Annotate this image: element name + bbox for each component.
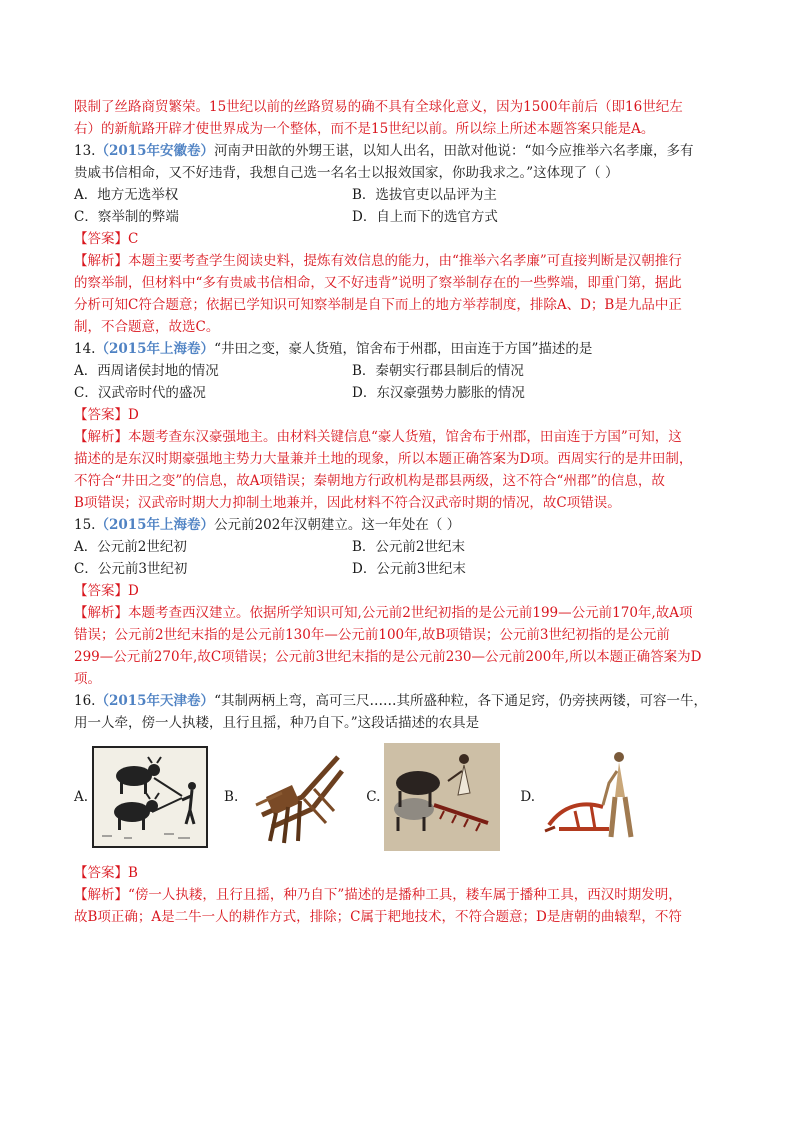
intro-line: 右）的新航路开辟才使世界成为一个整体，而不是15世纪以前。所以综上所述本题答案只能是A。: [74, 121, 655, 137]
options-row: [74, 360, 738, 382]
option-b: B．公元前2世纪末: [352, 539, 466, 555]
question-source: （2015年上海卷）: [95, 517, 215, 533]
option-a: A．西周诸侯封地的情况: [74, 363, 219, 379]
option-c: C．公元前3世纪初: [74, 561, 188, 577]
analysis-line: 项。: [74, 671, 101, 687]
options-row: [74, 184, 738, 206]
option-d: D．公元前3世纪末: [352, 561, 466, 577]
curved-shaft-plow-image: [539, 745, 657, 849]
options-row: [74, 206, 738, 228]
stem-text: 贵戚书信相命，又不好违背，我想自己选一名名士以报效国家，你助我求之。”这体现了（ ）: [74, 165, 619, 181]
question-source: （2015年上海卷）: [95, 341, 215, 357]
intro-line: 限制了丝路商贸繁荣。15世纪以前的丝路贸易的确不具有全球化意义，因为1500年前后（即16世纪左: [74, 99, 683, 115]
stem-text: “井田之变，豪人货殖，馆舍布于州郡，田亩连于方国”描述的是: [214, 341, 593, 357]
document-page: [74, 96, 738, 928]
analysis-line: 分析可知C符合题意；依据已学知识可知察举制是自下而上的地方举荐制度，排除A、D；B是九品中正: [74, 297, 682, 313]
option-d: D．东汉豪强势力膨胀的情况: [352, 385, 525, 401]
analysis-line: 不符合“井田之变”的信息，故A项错误；秦朝地方行政机构是郡县两级，这不符合“州郡”的信息，故: [74, 473, 665, 489]
options-row: [74, 382, 738, 404]
answer: 【答案】B: [74, 865, 138, 881]
answer: 【答案】C: [74, 231, 139, 247]
question-16: [74, 690, 738, 928]
question-stem: [74, 140, 738, 162]
option-c: C．察举制的弊端: [74, 209, 179, 225]
question-15: [74, 514, 738, 690]
image-label-c: C.: [366, 789, 381, 805]
answer: 【答案】D: [74, 407, 139, 423]
option-d: D．自上而下的选官方式: [352, 209, 498, 225]
image-label-a: A.: [74, 789, 89, 805]
stem-text: 用一人牵，傍一人执耧，且行且摇，种乃自下。”这段话描述的农具是: [74, 715, 480, 731]
question-source: （2015年安徽卷）: [95, 143, 215, 159]
question-source: （2015年天津卷）: [95, 693, 215, 709]
stem-text: 公元前202年汉朝建立。这一年处在（ ）: [214, 517, 461, 533]
tomb-mural-harrowing-image: [384, 743, 500, 851]
option-b: B．选拔官吏以品评为主: [352, 187, 497, 203]
option-b: B．秦朝实行郡县制后的情况: [352, 363, 524, 379]
option-c: C．汉武帝时代的盛况: [74, 385, 206, 401]
analysis-line: 的察举制，但材料中“多有贵戚书信相命，又不好违背”说明了察举制存在的一些弊端，即重门第，据此: [74, 275, 682, 291]
analysis-line: B项错误；汉武帝时期大力抑制土地兼并，因此材料不符合汉武帝时期的情况，故C项错误。: [74, 495, 621, 511]
image-label-b: B.: [224, 789, 239, 805]
question-stem: [74, 338, 738, 360]
question-number: 13.: [74, 143, 96, 159]
stem-text: “其制两柄上弯，高可三尺……其所盛种粒，各下通足窍，仍旁挟两镂，可容一牛，: [214, 693, 707, 709]
image-label-d: D.: [520, 789, 536, 805]
analysis-line: 描述的是东汉时期豪强地主势力大量兼并土地的现象，所以本题正确答案为D项。西周实行的是井田制，: [74, 451, 693, 467]
analysis-line: 【解析】本题主要考查学生阅读史料，提炼有效信息的能力，由“推举六名孝廉”可直接判断是汉朝推行: [74, 253, 682, 269]
seed-drill-model-image: [242, 745, 346, 849]
question-number: 16.: [74, 693, 96, 709]
option-a: A．公元前2世纪初: [74, 539, 187, 555]
question-14: [74, 338, 738, 514]
options-row: [74, 558, 738, 580]
question-stem: [74, 514, 738, 536]
analysis-line: 【解析】本题考查东汉豪强地主。由材料关键信息“豪人货殖，馆舍布于州郡，田亩连于方国”可知，这: [74, 429, 682, 445]
analysis-line: 299—公元前270年,故C项错误；公元前3世纪末指的是公元前230—公元前200年,所以本题正确答案为D: [74, 649, 702, 665]
option-a: A．地方无选举权: [74, 187, 179, 203]
analysis-line: 错误；公元前2世纪末指的是公元前130年—公元前100年,故B项错误；公元前3世纪初指的是公元前: [74, 627, 670, 643]
question-number: 15.: [74, 517, 96, 533]
intro-analysis: [74, 96, 738, 140]
oxen-plowing-rubbing-image: [92, 746, 208, 848]
stem-text: 河南尹田歆的外甥王谌，以知人出名，田歆对他说：“如今应推举六名孝廉，多有: [214, 143, 694, 159]
analysis-line: 【解析】“傍一人执耧，且行且摇，种乃自下”描述的是播种工具，耧车属于播种工具，西汉时期发明，: [74, 887, 682, 903]
question-13: [74, 140, 738, 338]
answer: 【答案】D: [74, 583, 139, 599]
question-number: 14.: [74, 341, 96, 357]
analysis-line: 制，不合题意，故选C。: [74, 319, 220, 335]
question-stem: [74, 690, 738, 712]
analysis-line: 【解析】本题考查西汉建立。依据所学知识可知,公元前2世纪初指的是公元前199—公元前170年,故A项: [74, 605, 693, 621]
option-images-row: [74, 738, 738, 856]
analysis-line: 故B项正确；A是二牛一人的耕作方式，排除；C属于耙地技术，不符合题意；D是唐朝的曲辕犁，不符: [74, 909, 682, 925]
options-row: [74, 536, 738, 558]
